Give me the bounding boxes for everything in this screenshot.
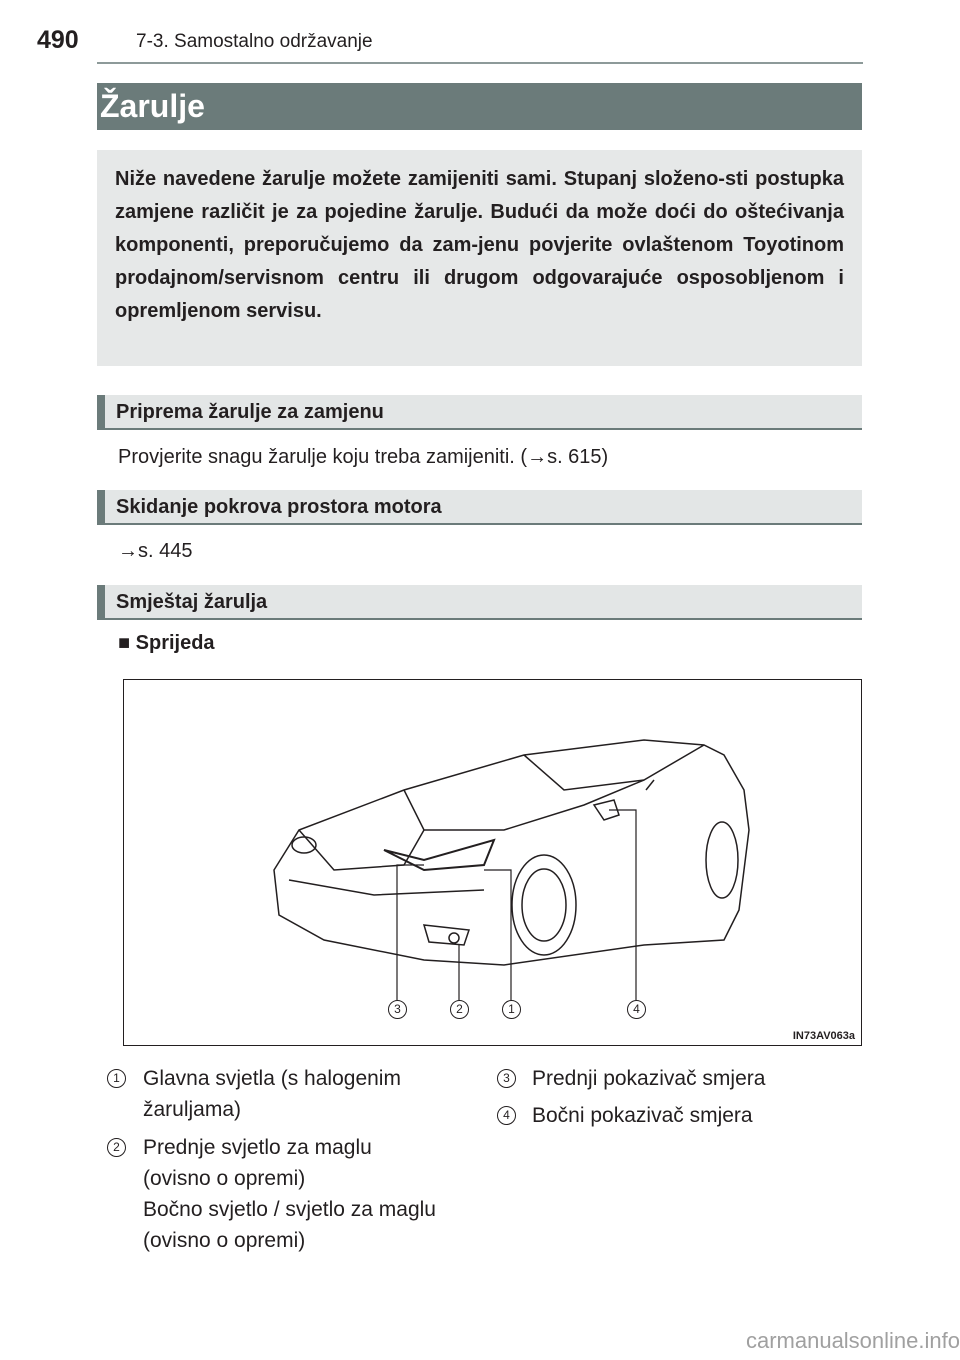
- section-text-preparation: Provjerite snagu žarulje koju treba zamijeniti. (→s. 615): [118, 446, 609, 468]
- legend-line: žaruljama): [143, 1098, 242, 1121]
- legend-item-3: [532, 1063, 765, 1094]
- header-rule: [97, 62, 863, 64]
- legend-line: Glavna svjetla (s halogenim: [143, 1067, 401, 1090]
- section-heading-engine-cover: Skidanje pokrova prostora motora: [97, 490, 862, 525]
- legend-item-4: [532, 1100, 753, 1131]
- subheading-text: Sprijeda: [135, 632, 215, 654]
- legend-number-1: 1: [107, 1069, 126, 1088]
- section-heading-preparation: Priprema žarulje za zamjenu: [97, 395, 862, 430]
- section-heading-location: Smještaj žarulja: [97, 585, 862, 620]
- legend-line: Bočni pokazivač smjera: [532, 1104, 753, 1127]
- legend-line: (ovisno o opremi): [143, 1229, 306, 1252]
- watermark: carmanualsonline.info: [745, 1328, 960, 1353]
- callout-1: 1: [502, 1000, 521, 1019]
- page-title: Žarulje: [97, 83, 862, 130]
- legend-item-2: [143, 1132, 436, 1256]
- callout-4: 4: [627, 1000, 646, 1019]
- intro-box: Niže navedene žarulje možete zamijeniti sami. Stupanj složeno-sti postupka zamjene različit je za pojedine žarulje. Budući da može doći do oštećivanja komponenti, preporučujemo da zam-jenu povjerite ovlaštenom Toyotinom prodajnom/servisnom centru ili drugom odgovarajuće osposobljenom i opremljenom servisu.: [97, 150, 862, 366]
- legend-line: Bočno svjetlo / svjetlo za maglu: [143, 1198, 436, 1221]
- legend-line: (ovisno o opremi): [143, 1167, 306, 1190]
- square-bullet-icon: ■: [118, 632, 136, 654]
- legend-number-2: 2: [107, 1138, 126, 1157]
- callout-3: 3: [388, 1000, 407, 1019]
- callout-lines: [124, 680, 861, 1045]
- legend-number-3: 3: [497, 1069, 516, 1088]
- legend-line: Prednje svjetlo za maglu: [143, 1136, 372, 1159]
- legend-number-4: 4: [497, 1106, 516, 1125]
- subheading-front: [118, 632, 215, 655]
- car-figure: [123, 679, 862, 1046]
- chapter-title: 7-3. Samostalno održavanje: [136, 31, 373, 52]
- legend-item-1: [143, 1063, 401, 1125]
- callout-2: 2: [450, 1000, 469, 1019]
- section-link-engine-cover[interactable]: →s. 445: [118, 540, 193, 562]
- legend-line: Prednji pokazivač smjera: [532, 1067, 766, 1090]
- figure-code: IN73AV063a: [792, 1030, 855, 1042]
- page-number: 490: [37, 26, 79, 54]
